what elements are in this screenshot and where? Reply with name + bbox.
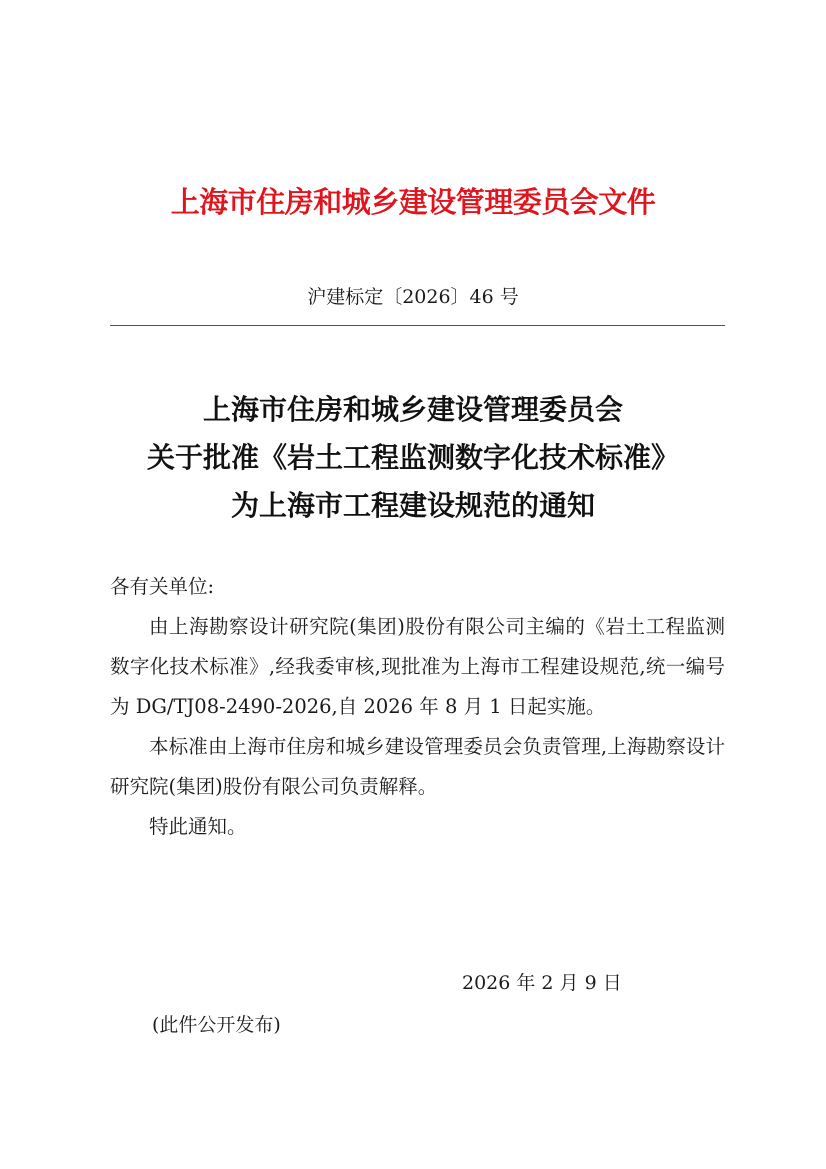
publish-note: (此件公开发布): [152, 1014, 281, 1036]
notice-body: [110, 567, 725, 847]
red-divider: [110, 325, 725, 326]
body-paragraph-approval: 由上海勘察设计研究院(集团)股份有限公司主编的《岩土工程监测数字化技术标准》,经我委审核,现批准为上海市工程建设规范,统一编号为 DG/TJ08-2490-2026,自 2026 年 8 月 1 日起实施。: [110, 615, 725, 718]
notice-title: [0, 386, 826, 530]
body-paragraph-closing: 特此通知。: [149, 815, 247, 838]
notice-title-line-1: 上海市住房和城乡建设管理委员会: [202, 393, 623, 426]
body-paragraph-management: 本标准由上海市住房和城乡建设管理委员会负责管理,上海勘察设计研究院(集团)股份有限公司负责解释。: [110, 735, 725, 798]
document-number: 沪建标定〔2026〕46 号: [307, 286, 519, 308]
salutation: 各有关单位:: [110, 575, 215, 598]
issuer-title: 上海市住房和城乡建设管理委员会文件: [170, 185, 656, 219]
notice-title-line-3: 为上海市工程建设规范的通知: [230, 489, 595, 522]
issue-date: 2026 年 2 月 9 日: [462, 972, 622, 994]
notice-title-line-2: 关于批准《岩土工程监测数字化技术标准》: [146, 441, 679, 474]
